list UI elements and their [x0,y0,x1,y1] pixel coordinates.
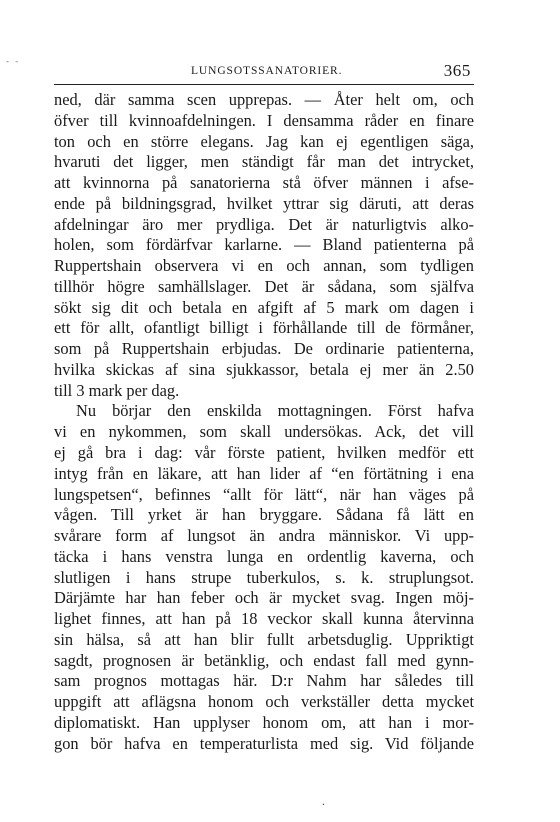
text-line: som på Ruppertshain erbjudas. De ordinarie patienterna, [54,339,474,359]
text-line: sin hälsa, så att han blir fullt arbetsduglig. Uppriktigt [54,629,474,649]
text-line: Ruppertshain observera vi en och annan, som tydligen [54,256,474,276]
text-line: hvilka skickas af sina sjukkassor, betala ej mer än 2.50 [54,359,474,379]
text-line: uppgift att aflägsna honom och verkställer detta mycket [54,692,474,712]
text-line: gon bör hafva en temperaturlista med sig. Vid följande [54,733,474,753]
page-header [54,62,474,85]
corner-mark: - - [6,56,21,66]
text-line: holen, som fördärfvar karlarne. — Bland patienterna på [54,235,474,255]
text-line: slutligen i hans strupe tuberkulos, s. k. struplungsot. [54,567,474,587]
text-line: sökt sig dit och betala en afgift af 5 mark om dagen i [54,297,474,317]
text-line: öfver till kvinnoafdelningen. I densamma råder en finare [54,110,474,130]
text-line: vi en nykommen, som skall undersökas. Ack, det vill [54,422,474,442]
text-line: lighet finnes, att han på 18 veckor skall kunna återvinna [54,609,474,629]
body-text [54,90,474,755]
text-line: intyg från en läkare, att han lider af “en förtätning i ena [54,463,474,483]
text-line: ett för allt, ofantligt billigt i förhållande till de förmåner, [54,318,474,338]
text-line: att kvinnorna på sanatorierna stå öfver männen i afse- [54,173,474,193]
text-line: ton och en större elegans. Jag kan ej egentligen säga, [54,131,474,151]
text-line: sagdt, prognosen är betänklig, och endast fall med gynn- [54,650,474,670]
page-number: 365 [443,61,471,80]
text-line: lungspetsen“, befinnes “allt för lätt“, när han väges på [54,484,474,504]
text-line: ej gå bra i dag: vår förste patient, hvilken medför ett [54,443,474,463]
text-line: Därjämte har han feber och är mycket svag. Ingen möj- [54,588,474,608]
footer-mark: . [322,794,325,808]
text-line: ned, där samma scen upprepas. — Åter helt om, och [54,90,474,109]
text-line: ende på bildningsgrad, hvilket yttrar sig däruti, att deras [54,193,474,213]
text-line: svårare form af lungsot än andra människor. Vi upp- [54,526,474,546]
text-line: diplomatiskt. Han upplyser honom om, att han i mor- [54,712,474,732]
text-line: sam prognos mottagas här. D:r Nahm har således till [54,671,474,691]
text-line: täcka i hans venstra lunga en ordentlig kaverna, och [54,546,474,566]
paragraph-end-line: till 3 mark per dag. [54,380,180,400]
running-title: LUNGSOTSSANATORIER. [191,65,343,77]
text-line: vågen. Till yrket är han bryggare. Sådana få lätt en [54,505,474,525]
text-line: hvaruti det ligger, men ständigt får man det intrycket, [54,152,474,172]
text-line: afdelningar äro mer prydliga. Det är naturligtvis alko- [54,214,474,234]
paragraph-start-line: Nu börjar den enskilda mottagningen. Först hafva [76,401,474,421]
text-line: tillhör högre samhällslager. Det är sådana, som själfva [54,276,474,296]
